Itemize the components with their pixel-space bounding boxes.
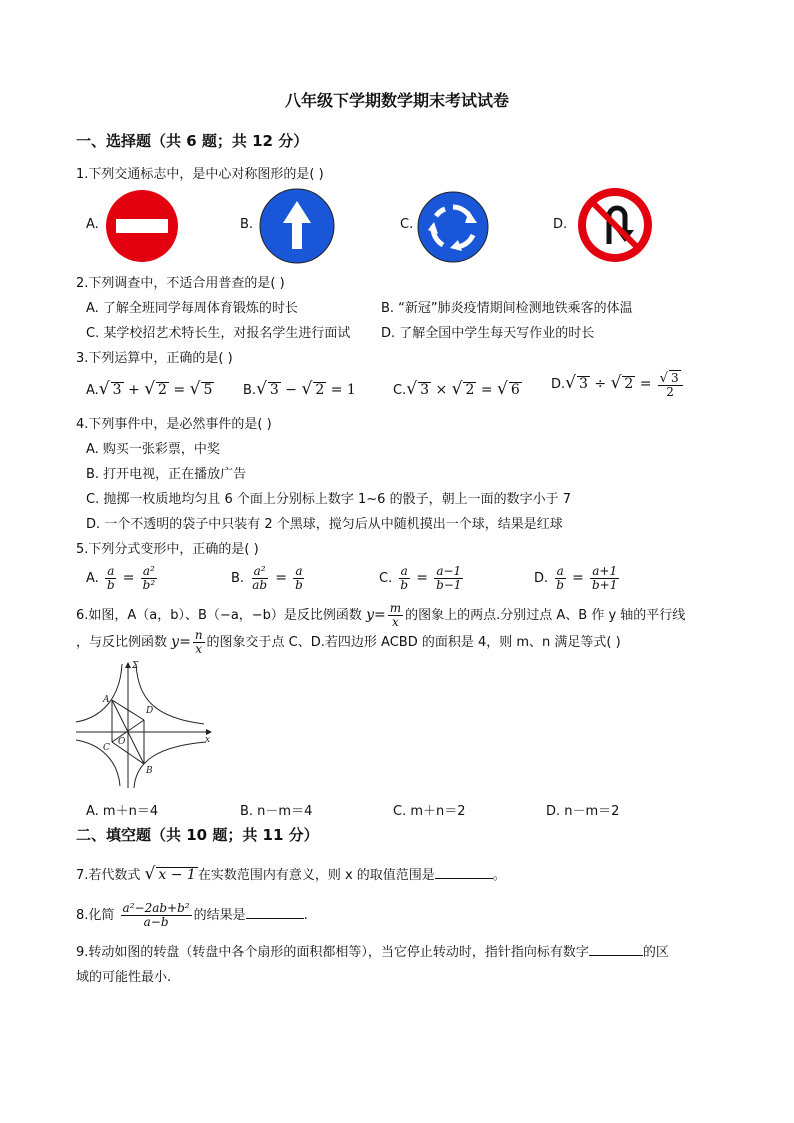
q3-option-b: B.√ 3 − √ 2 = 1 — [243, 379, 356, 399]
curve-m-q3 — [76, 740, 120, 786]
section-heading-fill-in: 二、填空题（共 10 题；共 11 分） — [76, 826, 319, 844]
q3-option-a: A.√ 3 + √ 2 = √ 5 — [86, 379, 213, 399]
q6-option-d: D. n－m＝2 — [546, 804, 620, 819]
hyperbola-graph-diagram — [76, 660, 216, 790]
question-5-stem: 5.下列分式变形中，正确的是( ) — [76, 542, 259, 557]
no-u-turn-sign-icon — [576, 186, 654, 264]
y-axis-label: Σ — [132, 661, 139, 671]
y-axis-arrow — [125, 662, 131, 668]
origin-label: O — [118, 737, 126, 747]
curve-n-q4 — [134, 742, 206, 788]
q4-option-a: A. 购买一张彩票，中奖 — [86, 442, 220, 457]
q1-option-a-label: A. — [86, 217, 99, 232]
point-c-label: C — [103, 743, 110, 753]
roundabout-sign-icon — [416, 190, 490, 264]
question-6-line-2: ，与反比例函数 y= $\frac{n}{x}$ 的图象交于点 C、D.若四边形 ACBD 的面积是 4，则 m、n 满足等式( ) — [76, 628, 621, 656]
x-axis-label: x — [205, 735, 211, 745]
no-entry-sign-icon — [104, 188, 180, 264]
q4-option-c: C. 抛掷一枚质地均匀且 6 个面上分别标上数字 1~6 的骰子，朝上一面的数字小于 7 — [86, 492, 571, 507]
q1-option-b-label: B. — [240, 217, 254, 232]
question-9-line-2: 域的可能性最小. — [76, 970, 172, 985]
q5-option-d: D. $\frac{a}{b}$ = $\frac{a+1}{b+1}$ — [534, 564, 618, 592]
q1-option-c-label: C. — [400, 217, 414, 232]
q2-option-c: C. 某学校招艺术特长生，对报名学生进行面试 — [86, 326, 351, 341]
curve-n-q2 — [76, 664, 122, 722]
q4-option-b: B. 打开电视，正在播放广告 — [86, 467, 247, 482]
q5-option-b: B. $\frac{\text{a²}}{ab}$ = $\frac{a}{b}$ — [231, 564, 303, 592]
q5-option-a: A. $\frac{a}{b}$ = $\frac{\text{a²}}{\text{b²}}$ — [86, 564, 156, 592]
question-6-line-1: 6.如图，A（a，b）、B（−a，−b）是反比例函数 y= $\frac{m}{x}$ 的图象上的两点.分别过点 A、B 作 y 轴的平行线 — [76, 601, 686, 629]
question-3-stem: 3.下列运算中，正确的是( ) — [76, 351, 233, 366]
question-4-stem: 4.下列事件中，是必然事件的是( ) — [76, 417, 272, 432]
straight-ahead-sign-icon — [258, 187, 336, 265]
q6-option-a: A. m＋n＝4 — [86, 804, 159, 819]
question-1-stem: 1.下列交通标志中，是中心对称图形的是( ) — [76, 167, 324, 182]
q5-option-c: C. $\frac{a}{b}$ = $\frac{a-1}{b-1}$ — [379, 564, 462, 592]
q2-option-b: B. “新冠”肺炎疫情期间检测地铁乘客的体温 — [381, 301, 633, 316]
point-b-label: B — [146, 766, 153, 776]
q6-option-c: C. m＋n＝2 — [393, 804, 466, 819]
q4-option-d: D. 一个不透明的袋子中只装有 2 个黑球，搅匀后从中随机摸出一个球，结果是红球 — [86, 517, 563, 532]
question-9-line-1: 9.转动如图的转盘（转盘中各个扇形的面积都相等），当它停止转动时，指针指向标有数字 的区 — [76, 945, 669, 960]
q3-option-d: D.√ 3 ÷ √ 2 = $\frac{√ 3}{2}$ — [551, 370, 685, 399]
point-a-label: A — [103, 695, 110, 705]
question-7: 7.若代数式 √ x − 1 在实数范围内有意义，则 x 的取值范围是 。 — [76, 864, 506, 884]
q2-option-d: D. 了解全国中学生每天写作业的时长 — [381, 326, 595, 341]
page-title: 八年级下学期数学期末考试试卷 — [284, 91, 509, 110]
section-heading-choice: 一、选择题（共 6 题；共 12 分） — [76, 132, 309, 150]
q1-option-d-label: D. — [553, 217, 568, 232]
q6-option-b: B. n－m＝4 — [240, 804, 313, 819]
question-2-stem: 2.下列调查中，不适合用普查的是( ) — [76, 276, 285, 291]
point-d-label: D — [146, 706, 154, 716]
q3-option-c: C.√ 3 × √ 2 = √ 6 — [393, 379, 520, 399]
q2-option-a: A. 了解全班同学每周体育锻炼的时长 — [86, 301, 298, 316]
question-8: 8.化简 $\frac{\text{a²−2ab+b²}}{a-b}$ 的结果是 . — [76, 901, 308, 929]
